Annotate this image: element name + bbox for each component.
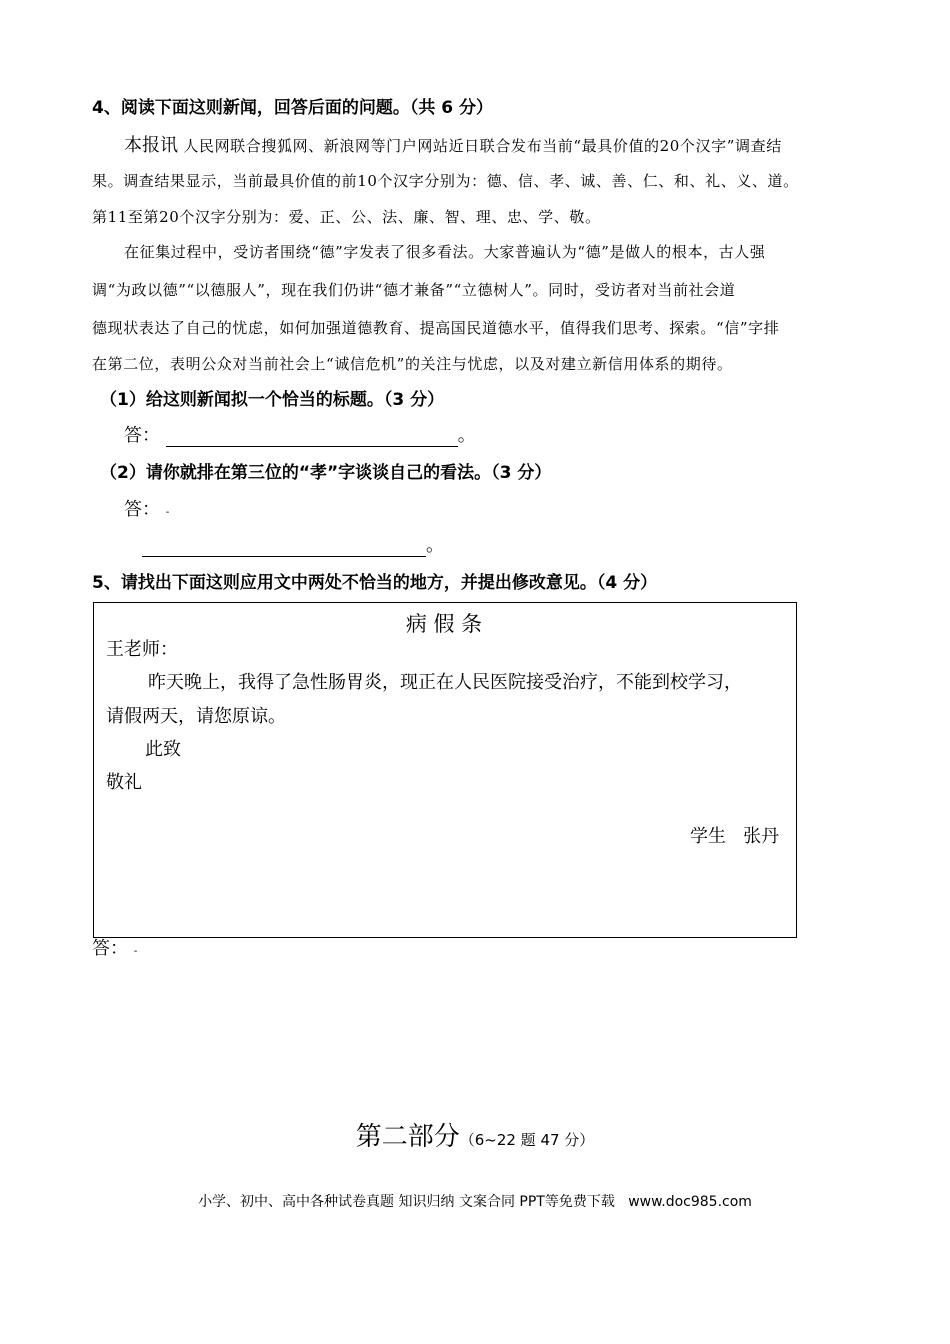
sick-leave-note-box (93, 602, 797, 938)
q4-title: 4、阅读下面这则新闻，回答后面的问题。（共 6 分） (92, 98, 493, 118)
period: 。 (457, 425, 476, 446)
answer-blank-1[interactable] (166, 426, 458, 447)
answer-dash: - (165, 507, 170, 518)
news-line: 在第二位，表明公众对当前社会上“诚信危机”的关注与忧虑，以及对建立新信用体系的期待。 (92, 355, 733, 373)
news-line: 在征集过程中，受访者围绕“德”字发表了很多看法。大家普遍认为“德”是做人的根本，古人强 (124, 243, 766, 261)
note-greeting: 王老师： (106, 639, 178, 660)
news-lead: 本报讯 (124, 135, 178, 156)
answer-row-1 (124, 421, 476, 447)
note-heading: 病 假 条 (405, 612, 483, 636)
answer-label: 答： (124, 425, 160, 446)
answer-row-2-line (142, 531, 444, 557)
news-text: 人民网联合搜狐网、新浪网等门户网站近日联合发布当前“最具价值的20个汉字”调查结 (183, 137, 782, 155)
news-line: 德现状表达了自己的忧虑，如何加强道德教育、提高国民道德水平，值得我们思考、探索。“信”字排 (92, 319, 780, 337)
note-body-line-2: 请假两天，请您原谅。 (106, 706, 286, 727)
note-signature: 学生 张丹 (690, 826, 780, 847)
period: 。 (426, 535, 444, 556)
note-body-line-1: 昨天晚上，我得了急性肠胃炎，现正在人民医院接受治疗，不能到校学习， (148, 672, 742, 693)
part2-heading (0, 1116, 950, 1153)
footer-text: 小学、初中、高中各种试卷真题 知识归纳 文案合同 PPT等免费下载 www.doc985.com (198, 1194, 752, 1210)
news-line: 调“为政以德”“以德服人”，现在我们仍讲“德才兼备”“立德树人”。同时，受访者对当前社会道 (92, 281, 736, 299)
sub-question-1: （1）给这则新闻拟一个恰当的标题。（3 分） (100, 390, 445, 410)
news-line: 第11至第20个汉字分别为：爱、正、公、法、廉、智、理、忠、学、敬。 (92, 208, 601, 226)
q5-answer-row (92, 934, 137, 960)
part2-note: （6~22 题 47 分） (459, 1131, 595, 1149)
part2-title: 第二部分 (355, 1122, 460, 1152)
answer-label: 答： (92, 938, 128, 959)
news-line: 果。调查结果显示，当前最具价值的前10个汉字分别为：德、信、孝、诚、善、仁、和、礼、义、道。 (92, 172, 799, 190)
answer-blank-2[interactable] (142, 536, 426, 557)
note-closing-2: 敬礼 (106, 772, 142, 793)
q5-title: 5、请找出下面这则应用文中两处不恰当的地方，并提出修改意见。（4 分） (92, 573, 658, 593)
answer-label: 答： (124, 499, 160, 520)
note-closing-1: 此致 (145, 739, 181, 760)
news-paragraph-1-line-1 (124, 131, 782, 157)
answer-row-2 (124, 495, 169, 521)
sub-question-2: （2）请你就排在第三位的“孝”字谈谈自己的看法。（3 分） (100, 463, 552, 483)
answer-dash: - (133, 946, 138, 957)
